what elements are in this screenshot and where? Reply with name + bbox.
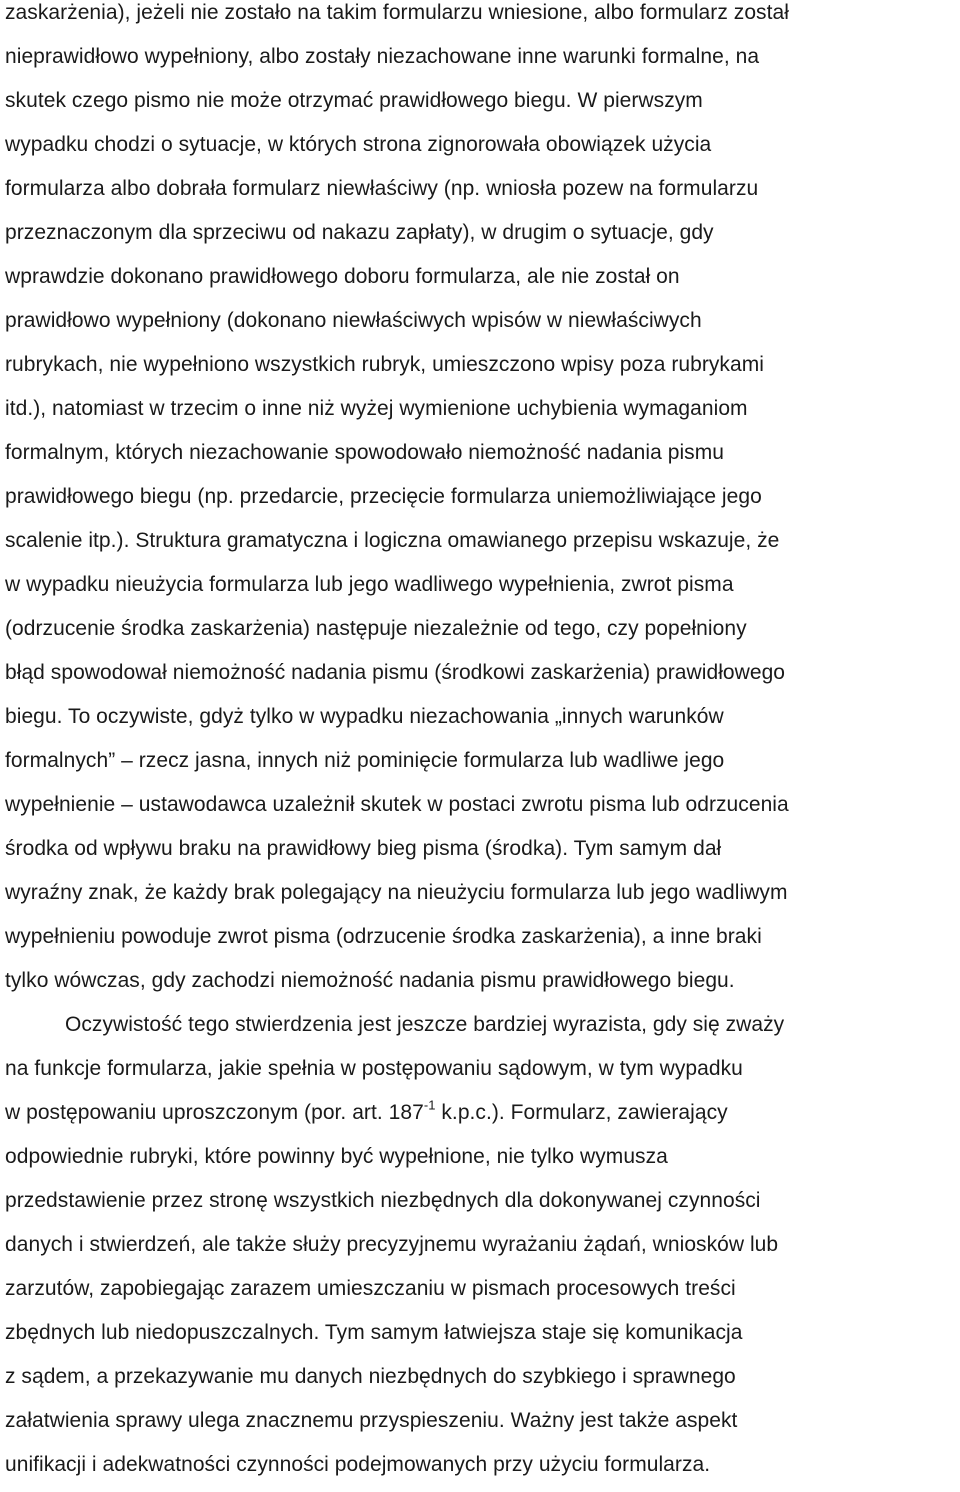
text-line: rubrykach, nie wypełniono wszystkich rubryk, umieszczono wpisy poza rubrykami <box>5 353 764 376</box>
text-line: odpowiednie rubryki, które powinny być wypełnione, nie tylko wymusza <box>5 1145 668 1168</box>
text-line: zbędnych lub niedopuszczalnych. Tym samym łatwiejsza staje się komunikacja <box>5 1321 743 1344</box>
text-line: przedstawienie przez stronę wszystkich niezbędnych dla dokonywanej czynności <box>5 1189 761 1212</box>
text-line: formalnym, których niezachowanie spowodowało niemożność nadania pismu <box>5 441 724 464</box>
text-line: w wypadku nieużycia formularza lub jego wadliwego wypełnienia, zwrot pisma <box>5 573 734 596</box>
text-line: wypadku chodzi o sytuacje, w których strona zignorowała obowiązek użycia <box>5 133 712 156</box>
text-line: prawidłowego biegu (np. przedarcie, przecięcie formularza uniemożliwiające jego <box>5 485 762 508</box>
text-line: błąd spowodował niemożność nadania pismu (środkowi zaskarżenia) prawidłowego <box>5 661 786 684</box>
text-line: załatwienia sprawy ulega znacznemu przyspieszeniu. Ważny jest także aspekt <box>5 1409 738 1432</box>
art-text-before: w postępowaniu uproszczonym (por. art. 187 <box>5 1101 424 1124</box>
text-line: wypełnienie – ustawodawca uzależnił skutek w postaci zwrotu pisma lub odrzucenia <box>5 793 789 816</box>
text-line: nieprawidłowo wypełniony, albo zostały niezachowane inne warunki formalne, na <box>5 45 760 68</box>
text-line: wypełnieniu powoduje zwrot pisma (odrzucenie środka zaskarżenia), a inne braki <box>5 925 762 948</box>
text-line: wyraźny znak, że każdy brak polegający na nieużyciu formularza lub jego wadliwym <box>5 881 788 904</box>
text-line-with-article-reference <box>5 1098 728 1128</box>
text-line: itd.), natomiast w trzecim o inne niż wyżej wymienione uchybienia wymaganiom <box>5 397 748 420</box>
text-line: unifikacji i adekwatności czynności podejmowanych przy użyciu formularza. <box>5 1453 711 1476</box>
text-line: tylko wówczas, gdy zachodzi niemożność nadania pismu prawidłowego biegu. <box>5 969 735 992</box>
text-line: prawidłowo wypełniony (dokonano niewłaściwych wpisów w niewłaściwych <box>5 309 702 332</box>
text-line: biegu. To oczywiste, gdyż tylko w wypadku niezachowania „innych warunków <box>5 705 724 728</box>
art-text-after: k.p.c.). Formularz, zawierający <box>435 1101 728 1124</box>
paragraph-first-line: Oczywistość tego stwierdzenia jest jeszcze bardziej wyrazista, gdy się zważy <box>65 1013 785 1036</box>
text-line: przeznaczonym dla sprzeciwu od nakazu zapłaty), w drugim o sytuacje, gdy <box>5 221 714 244</box>
text-line: skutek czego pismo nie może otrzymać prawidłowego biegu. W pierwszym <box>5 89 703 112</box>
art-superscript: -1 <box>423 1097 436 1113</box>
text-line: na funkcje formularza, jakie spełnia w postępowaniu sądowym, w tym wypadku <box>5 1057 743 1080</box>
text-line: wprawdzie dokonano prawidłowego doboru formularza, ale nie został on <box>5 265 680 288</box>
text-line: środka od wpływu braku na prawidłowy bieg pisma (środka). Tym samym dał <box>5 837 722 860</box>
text-line: (odrzucenie środka zaskarżenia) następuje niezależnie od tego, czy popełniony <box>5 617 747 640</box>
text-line: scalenie itp.). Struktura gramatyczna i logiczna omawianego przepisu wskazuje, że <box>5 529 780 552</box>
text-line: zarzutów, zapobiegając zarazem umieszczaniu w pismach procesowych treści <box>5 1277 736 1300</box>
text-line: formularza albo dobrała formularz niewłaściwy (np. wniosła pozew na formularzu <box>5 177 759 200</box>
text-line: zaskarżenia), jeżeli nie zostało na takim formularzu wniesione, albo formularz został <box>5 1 789 24</box>
text-line: formalnych” – rzecz jasna, innych niż pominięcie formularza lub wadliwe jego <box>5 749 725 772</box>
text-line: z sądem, a przekazywanie mu danych niezbędnych do szybkiego i sprawnego <box>5 1365 736 1388</box>
text-line: danych i stwierdzeń, ale także służy precyzyjnemu wyrażaniu żądań, wniosków lub <box>5 1233 779 1256</box>
